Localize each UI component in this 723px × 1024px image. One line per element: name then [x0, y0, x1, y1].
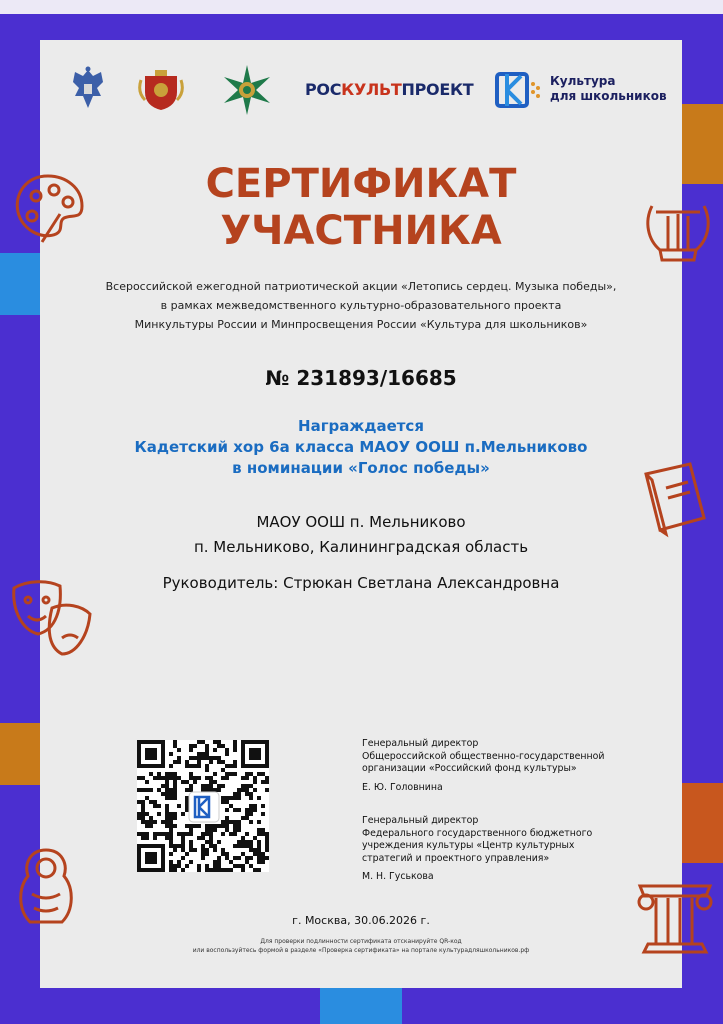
roskultproekt-logo: РОСКУЛЬТПРОЕКТ: [305, 80, 474, 99]
kultura-logo-text: Культура для школьников: [550, 74, 667, 103]
organization-block: [40, 510, 682, 560]
signatory-name: М. Н. Гуськова: [362, 871, 434, 882]
subtitle-line: Минкультуры России и Минпросвещения России «Культура для школьников»: [134, 318, 588, 331]
frame-accent-orange-right-2: [682, 783, 723, 863]
star-emblem-icon: [220, 63, 274, 117]
top-margin: [0, 0, 723, 14]
signature-block-2: Генеральный директор Федерального государственного бюджетного учреждения культуры «Центр культурных стратегий и проектного управления» М. Н. Гуськова: [362, 815, 593, 882]
crest-emblem-icon: [137, 66, 185, 112]
subtitle-line: Всероссийской ежегодной патриотической акции «Летопись сердец. Музыка победы»,: [105, 280, 617, 293]
organization-name: МАОУ ООШ п. Мельниково: [256, 513, 466, 531]
award-block: [40, 416, 682, 479]
qr-code-icon: [137, 740, 269, 876]
frame-accent-orange-left: [0, 723, 40, 785]
leader-name: Руководитель: Стрюкан Светлана Александровна: [162, 574, 560, 592]
frame-accent-blue-left: [0, 253, 40, 315]
frame-accent-orange-right: [682, 104, 723, 184]
award-recipient: Кадетский хор 6а класса МАОУ ООШ п.Мельниково: [134, 438, 588, 456]
eagle-emblem-icon: [67, 66, 109, 112]
place-date: г. Москва, 30.06.2026 г.: [292, 914, 430, 927]
certificate-title-line1: СЕРТИФИКАТ: [205, 161, 517, 207]
signature-block-1: Генеральный директор Общероссийской общественно-государственной организации «Российский фонд культуры» Е. Ю. Головнина: [362, 738, 605, 793]
subtitle-line: в рамках межведомственного культурно-образовательного проекта: [160, 299, 562, 312]
verification-note: Для проверки подлинности сертификата отсканируйте QR-код или воспользуйтесь формой в разделе «Проверка сертификата» на портале культурадляшкольников.рф: [192, 938, 530, 954]
kultura-logo-icon: [495, 70, 543, 110]
organization-location: п. Мельниково, Калининградская область: [193, 538, 529, 556]
certificate-number: № 231893/16685: [265, 366, 457, 390]
frame-accent-blue-bottom: [320, 988, 402, 1024]
certificate-title-line2: УЧАСТНИКА: [220, 208, 502, 254]
logos-row: [40, 60, 682, 130]
award-heading: Награждается: [298, 417, 424, 435]
award-nomination: в номинации «Голос победы»: [232, 459, 490, 477]
subtitle-block: [40, 277, 682, 334]
signatory-name: Е. Ю. Головнина: [362, 781, 443, 793]
